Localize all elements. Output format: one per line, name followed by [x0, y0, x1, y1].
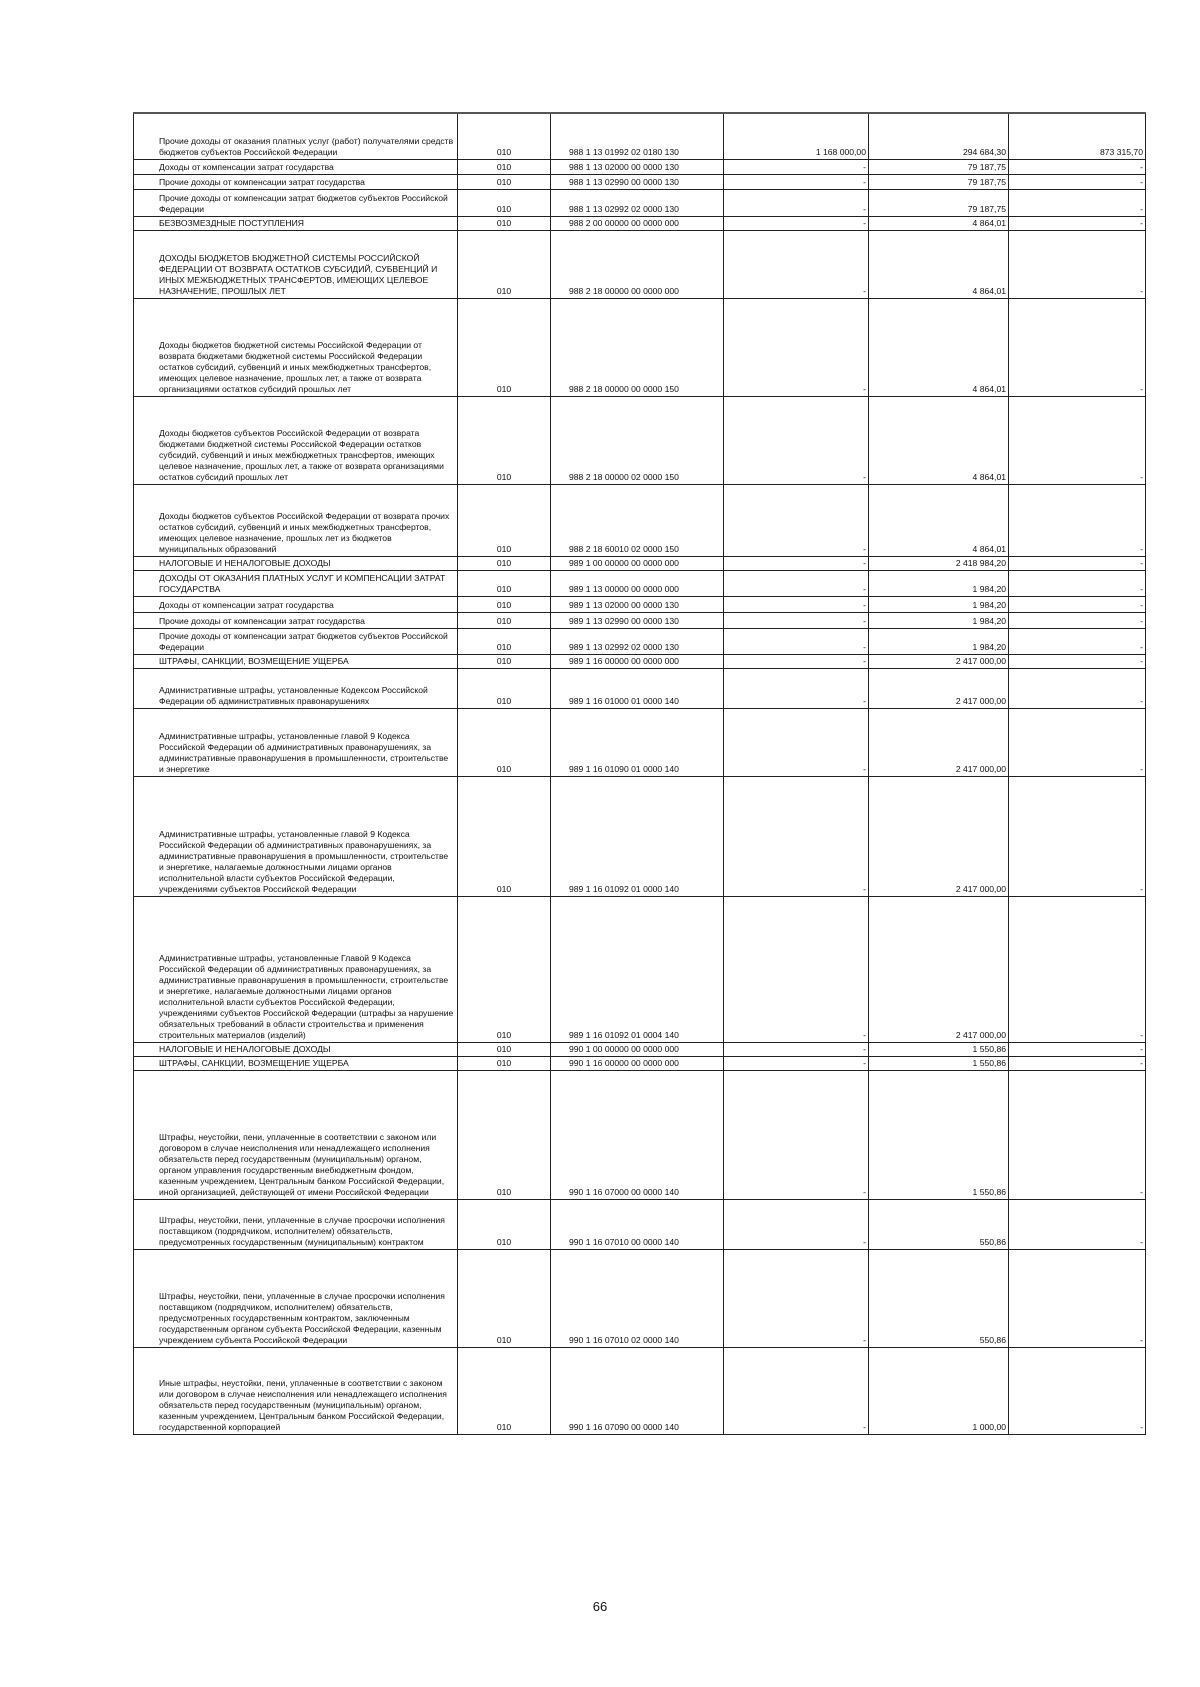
row-approved-cell: - [724, 1199, 869, 1249]
row-budget-code-cell: 989 1 13 02000 00 0000 130 [551, 596, 724, 612]
row-budget-code-cell: 988 1 13 01992 02 0180 130 [551, 113, 724, 159]
row-remaining-cell: - [1009, 230, 1146, 298]
row-line-code-cell: 010 [458, 628, 551, 654]
row-budget-code-cell: 989 1 16 01092 01 0004 140 [551, 896, 724, 1042]
row-remaining-cell: - [1009, 628, 1146, 654]
row-name-cell: Доходы от компенсации затрат государства [134, 159, 458, 174]
row-name-cell: НАЛОГОВЫЕ И НЕНАЛОГОВЫЕ ДОХОДЫ [134, 556, 458, 570]
row-name-cell: Иные штрафы, неустойки, пени, уплаченные в соответствии с законом или договором в случае неисполнения или ненадлежащего исполнения обязательств перед государственным (муниципальным) органом, казенным учреждением, Центральным банком Российской Федерации, государственной корпорацией [134, 1347, 458, 1434]
table-row [134, 1070, 1146, 1199]
row-approved-cell: - [724, 1249, 869, 1347]
row-approved-cell: - [724, 298, 869, 396]
row-remaining-cell: - [1009, 159, 1146, 174]
row-name-cell: Прочие доходы от компенсации затрат бюджетов субъектов Российской Федерации [134, 628, 458, 654]
row-approved-cell: - [724, 1347, 869, 1434]
row-budget-code-cell: 988 2 00 00000 00 0000 000 [551, 216, 724, 230]
row-name-cell: Штрафы, неустойки, пени, уплаченные в случае просрочки исполнения поставщиком (подрядчиком, исполнителем) обязательств, предусмотренных государственным контрактом, заключенным государственным органом субъекта Российской Федерации, казенным учреждением субъекта Российской Федерации [134, 1249, 458, 1347]
table-row [134, 896, 1146, 1042]
row-executed-cell: 1 984,20 [869, 612, 1009, 628]
row-line-code-cell: 010 [458, 708, 551, 776]
row-executed-cell: 4 864,01 [869, 298, 1009, 396]
row-line-code-cell: 010 [458, 298, 551, 396]
page-number: 66 [592, 1599, 608, 1614]
row-executed-cell: 1 550,86 [869, 1042, 1009, 1056]
row-line-code-cell: 010 [458, 896, 551, 1042]
table-row [134, 628, 1146, 654]
row-executed-cell: 4 864,01 [869, 230, 1009, 298]
row-approved-cell: - [724, 484, 869, 556]
table-row [134, 484, 1146, 556]
row-name-cell: Доходы бюджетов субъектов Российской Федерации от возврата прочих остатков субсидий, субвенций и иных межбюджетных трансфертов, имеющих целевое назначение, прошлых лет из бюджетов муниципальных образований [134, 484, 458, 556]
row-budget-code-cell: 988 2 18 00000 02 0000 150 [551, 396, 724, 484]
row-approved-cell: - [724, 1042, 869, 1056]
row-executed-cell: 2 417 000,00 [869, 708, 1009, 776]
row-approved-cell: - [724, 1056, 869, 1070]
table-row [134, 570, 1146, 596]
row-name-cell: Административные штрафы, установленные Главой 9 Кодекса Российской Федерации об административных правонарушениях, за административные правонарушения в промышленности, строительстве и энергетике, налагаемые должностными лицами органов исполнительной власти субъектов Российской Федерации, учреждениями субъектов Российской Федерации (штрафы за нарушение обязательных требований в области строительства и применения строительных материалов (изделий) [134, 896, 458, 1042]
row-budget-code-cell: 988 2 18 00000 00 0000 000 [551, 230, 724, 298]
row-budget-code-cell: 989 1 16 01090 01 0000 140 [551, 708, 724, 776]
row-remaining-cell: - [1009, 484, 1146, 556]
row-executed-cell: 1 984,20 [869, 628, 1009, 654]
row-budget-code-cell: 990 1 16 07010 02 0000 140 [551, 1249, 724, 1347]
row-approved-cell: - [724, 776, 869, 896]
table-row [134, 230, 1146, 298]
row-budget-code-cell: 990 1 16 00000 00 0000 000 [551, 1056, 724, 1070]
row-approved-cell: - [724, 396, 869, 484]
row-line-code-cell: 010 [458, 668, 551, 708]
table-row [134, 1042, 1146, 1056]
row-approved-cell: - [724, 896, 869, 1042]
table-body [134, 113, 1146, 1434]
row-line-code-cell: 010 [458, 230, 551, 298]
row-budget-code-cell: 988 1 13 02992 02 0000 130 [551, 189, 724, 216]
row-remaining-cell: - [1009, 298, 1146, 396]
row-remaining-cell: - [1009, 1249, 1146, 1347]
table-row [134, 113, 1146, 159]
report-sheet [133, 112, 1145, 1435]
row-remaining-cell: 873 315,70 [1009, 113, 1146, 159]
revenue-table [133, 112, 1146, 1435]
row-budget-code-cell: 989 1 13 02990 00 0000 130 [551, 612, 724, 628]
table-row [134, 654, 1146, 668]
row-budget-code-cell: 988 2 18 00000 00 0000 150 [551, 298, 724, 396]
row-budget-code-cell: 990 1 16 07010 00 0000 140 [551, 1199, 724, 1249]
row-budget-code-cell: 988 1 13 02000 00 0000 130 [551, 159, 724, 174]
row-budget-code-cell: 990 1 16 07090 00 0000 140 [551, 1347, 724, 1434]
table-row [134, 396, 1146, 484]
row-remaining-cell: - [1009, 776, 1146, 896]
row-budget-code-cell: 989 1 00 00000 00 0000 000 [551, 556, 724, 570]
row-budget-code-cell: 989 1 13 02992 02 0000 130 [551, 628, 724, 654]
row-approved-cell: - [724, 596, 869, 612]
row-line-code-cell: 010 [458, 1070, 551, 1199]
table-row [134, 556, 1146, 570]
row-budget-code-cell: 989 1 13 00000 00 0000 000 [551, 570, 724, 596]
row-executed-cell: 4 864,01 [869, 216, 1009, 230]
row-remaining-cell: - [1009, 1347, 1146, 1434]
row-line-code-cell: 010 [458, 1042, 551, 1056]
row-name-cell: Доходы от компенсации затрат государства [134, 596, 458, 612]
row-line-code-cell: 010 [458, 113, 551, 159]
row-name-cell: Административные штрафы, установленные главой 9 Кодекса Российской Федерации об административных правонарушениях, за административные правонарушения в промышленности, строительстве и энергетике [134, 708, 458, 776]
row-budget-code-cell: 988 1 13 02990 00 0000 130 [551, 174, 724, 189]
row-name-cell: Доходы бюджетов бюджетной системы Российской Федерации от возврата бюджетами бюджетной системы Российской Федерации остатков субсидий, субвенций и иных межбюджетных трансфертов, имеющих целевое назначение, прошлых лет, а также от возврата организациями остатков субсидий прошлых лет [134, 298, 458, 396]
row-remaining-cell: - [1009, 556, 1146, 570]
row-remaining-cell: - [1009, 668, 1146, 708]
row-line-code-cell: 010 [458, 1056, 551, 1070]
row-remaining-cell: - [1009, 174, 1146, 189]
row-remaining-cell: - [1009, 396, 1146, 484]
row-approved-cell: - [724, 216, 869, 230]
row-executed-cell: 4 864,01 [869, 484, 1009, 556]
table-row [134, 216, 1146, 230]
row-line-code-cell: 010 [458, 216, 551, 230]
row-remaining-cell: - [1009, 654, 1146, 668]
row-remaining-cell: - [1009, 896, 1146, 1042]
row-name-cell: Доходы бюджетов субъектов Российской Федерации от возврата бюджетами бюджетной системы Российской Федерации остатков субсидий, субвенций и иных межбюджетных трансфертов, имеющих целевое назначение, прошлых лет, а также от возврата организациями остатков субсидий прошлых лет [134, 396, 458, 484]
table-row [134, 298, 1146, 396]
row-approved-cell: - [724, 159, 869, 174]
row-line-code-cell: 010 [458, 776, 551, 896]
row-approved-cell: - [724, 1070, 869, 1199]
table-row [134, 776, 1146, 896]
row-line-code-cell: 010 [458, 484, 551, 556]
row-approved-cell: - [724, 230, 869, 298]
row-approved-cell: - [724, 668, 869, 708]
row-approved-cell: - [724, 612, 869, 628]
row-budget-code-cell: 990 1 00 00000 00 0000 000 [551, 1042, 724, 1056]
row-line-code-cell: 010 [458, 189, 551, 216]
row-executed-cell: 1 984,20 [869, 596, 1009, 612]
row-budget-code-cell: 989 1 16 00000 00 0000 000 [551, 654, 724, 668]
row-name-cell: ШТРАФЫ, САНКЦИИ, ВОЗМЕЩЕНИЕ УЩЕРБА [134, 1056, 458, 1070]
row-remaining-cell: - [1009, 570, 1146, 596]
row-executed-cell: 1 984,20 [869, 570, 1009, 596]
row-line-code-cell: 010 [458, 596, 551, 612]
row-approved-cell: - [724, 570, 869, 596]
row-name-cell: Административные штрафы, установленные главой 9 Кодекса Российской Федерации об административных правонарушениях, за административные правонарушения в промышленности, строительстве и энергетике, налагаемые должностными лицами органов исполнительной власти субъектов Российской Федерации, учреждениями субъектов Российской Федерации [134, 776, 458, 896]
table-row [134, 189, 1146, 216]
row-executed-cell: 4 864,01 [869, 396, 1009, 484]
row-name-cell: Прочие доходы от компенсации затрат государства [134, 174, 458, 189]
row-executed-cell: 2 417 000,00 [869, 668, 1009, 708]
row-executed-cell: 1 550,86 [869, 1056, 1009, 1070]
row-executed-cell: 79 187,75 [869, 189, 1009, 216]
row-approved-cell: - [724, 189, 869, 216]
row-executed-cell: 2 417 000,00 [869, 896, 1009, 1042]
row-remaining-cell: - [1009, 1056, 1146, 1070]
row-name-cell: Штрафы, неустойки, пени, уплаченные в соответствии с законом или договором в случае неисполнения или ненадлежащего исполнения обязательств перед государственным (муниципальным) органом, органом управления государственным внебюджетным фондом, казенным учреждением, Центральным банком Российской Федерации, иной организацией, действующей от имени Российской Федерации [134, 1070, 458, 1199]
row-name-cell: ШТРАФЫ, САНКЦИИ, ВОЗМЕЩЕНИЕ УЩЕРБА [134, 654, 458, 668]
table-row [134, 1249, 1146, 1347]
row-executed-cell: 1 000,00 [869, 1347, 1009, 1434]
row-budget-code-cell: 990 1 16 07000 00 0000 140 [551, 1070, 724, 1199]
row-name-cell: Штрафы, неустойки, пени, уплаченные в случае просрочки исполнения поставщиком (подрядчиком, исполнителем) обязательств, предусмотренных государственным (муниципальным) контрактом [134, 1199, 458, 1249]
row-line-code-cell: 010 [458, 174, 551, 189]
row-executed-cell: 2 417 000,00 [869, 654, 1009, 668]
row-name-cell: ДОХОДЫ БЮДЖЕТОВ БЮДЖЕТНОЙ СИСТЕМЫ РОССИЙСКОЙ ФЕДЕРАЦИИ ОТ ВОЗВРАТА ОСТАТКОВ СУБСИДИЙ, СУБВЕНЦИЙ И ИНЫХ МЕЖБЮДЖЕТНЫХ ТРАНСФЕРТОВ, ИМЕЮЩИХ ЦЕЛЕВОЕ НАЗНАЧЕНИЕ, ПРОШЛЫХ ЛЕТ [134, 230, 458, 298]
row-name-cell: Прочие доходы от оказания платных услуг (работ) получателями средств бюджетов субъектов Российской Федерации [134, 113, 458, 159]
row-executed-cell: 1 550,86 [869, 1070, 1009, 1199]
row-budget-code-cell: 988 2 18 60010 02 0000 150 [551, 484, 724, 556]
row-approved-cell: - [724, 654, 869, 668]
row-executed-cell: 550,86 [869, 1199, 1009, 1249]
row-remaining-cell: - [1009, 1199, 1146, 1249]
table-row [134, 174, 1146, 189]
row-approved-cell: - [724, 174, 869, 189]
row-budget-code-cell: 989 1 16 01000 01 0000 140 [551, 668, 724, 708]
row-name-cell: НАЛОГОВЫЕ И НЕНАЛОГОВЫЕ ДОХОДЫ [134, 1042, 458, 1056]
table-row [134, 1056, 1146, 1070]
row-line-code-cell: 010 [458, 396, 551, 484]
row-line-code-cell: 010 [458, 1347, 551, 1434]
row-approved-cell: - [724, 628, 869, 654]
row-approved-cell: 1 168 000,00 [724, 113, 869, 159]
row-line-code-cell: 010 [458, 612, 551, 628]
row-name-cell: Прочие доходы от компенсации затрат бюджетов субъектов Российской Федерации [134, 189, 458, 216]
row-remaining-cell: - [1009, 708, 1146, 776]
row-executed-cell: 294 684,30 [869, 113, 1009, 159]
row-name-cell: Прочие доходы от компенсации затрат государства [134, 612, 458, 628]
row-name-cell: Административные штрафы, установленные Кодексом Российской Федерации об административных правонарушениях [134, 668, 458, 708]
row-line-code-cell: 010 [458, 556, 551, 570]
row-approved-cell: - [724, 556, 869, 570]
row-executed-cell: 2 418 984,20 [869, 556, 1009, 570]
row-executed-cell: 79 187,75 [869, 159, 1009, 174]
table-row [134, 159, 1146, 174]
row-executed-cell: 79 187,75 [869, 174, 1009, 189]
table-row [134, 1347, 1146, 1434]
table-row [134, 668, 1146, 708]
table-row [134, 708, 1146, 776]
table-row [134, 612, 1146, 628]
row-remaining-cell: - [1009, 216, 1146, 230]
row-name-cell: БЕЗВОЗМЕЗДНЫЕ ПОСТУПЛЕНИЯ [134, 216, 458, 230]
row-line-code-cell: 010 [458, 654, 551, 668]
row-line-code-cell: 010 [458, 1249, 551, 1347]
row-executed-cell: 2 417 000,00 [869, 776, 1009, 896]
table-row [134, 1199, 1146, 1249]
row-executed-cell: 550,86 [869, 1249, 1009, 1347]
table-row [134, 596, 1146, 612]
row-line-code-cell: 010 [458, 1199, 551, 1249]
row-remaining-cell: - [1009, 189, 1146, 216]
row-remaining-cell: - [1009, 612, 1146, 628]
row-line-code-cell: 010 [458, 159, 551, 174]
row-line-code-cell: 010 [458, 570, 551, 596]
row-remaining-cell: - [1009, 1070, 1146, 1199]
row-budget-code-cell: 989 1 16 01092 01 0000 140 [551, 776, 724, 896]
row-remaining-cell: - [1009, 596, 1146, 612]
row-approved-cell: - [724, 708, 869, 776]
row-remaining-cell: - [1009, 1042, 1146, 1056]
row-name-cell: ДОХОДЫ ОТ ОКАЗАНИЯ ПЛАТНЫХ УСЛУГ И КОМПЕНСАЦИИ ЗАТРАТ ГОСУДАРСТВА [134, 570, 458, 596]
